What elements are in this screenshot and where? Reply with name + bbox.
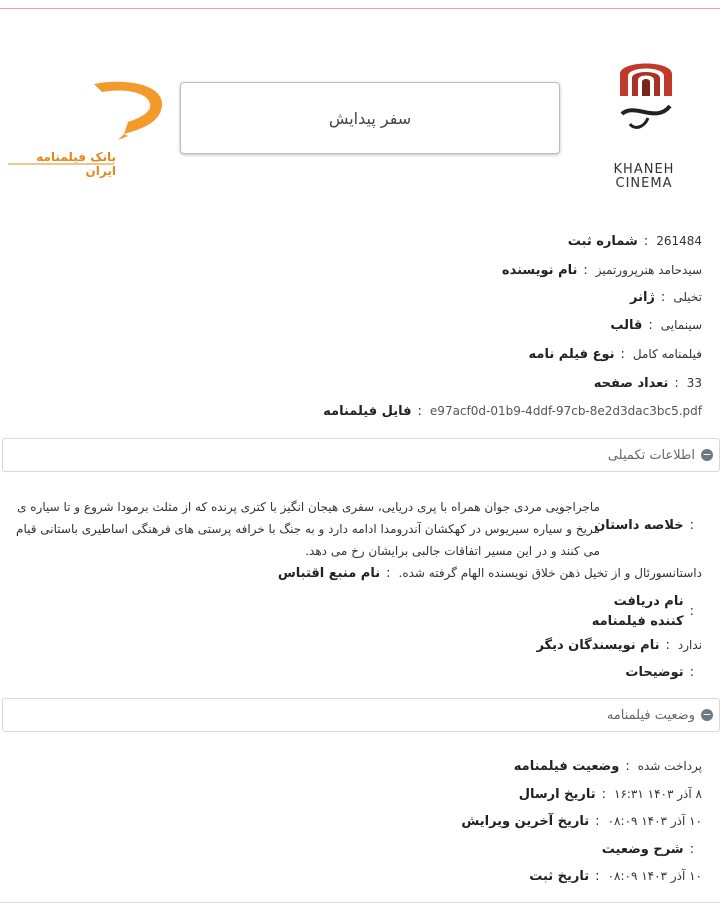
format-label: قالب (610, 318, 643, 333)
sent-value: ۸ آذر ۱۴۰۳ ۱۶:۳۱ (614, 787, 702, 801)
file-label: فایل فیلمنامه (323, 404, 412, 419)
screenplay-title: سفر پیدایش (180, 82, 560, 154)
author-label: نام نویسنده (501, 263, 578, 278)
registered-label: تاریخ ثبت (529, 869, 590, 884)
bottom-border (0, 902, 720, 903)
row-file: فایل فیلمنامه : e97acf0d-01b9-4ddf-97cb-8e2d3dac3bc5.pdf (323, 404, 702, 419)
row-format: قالب : سینمایی (556, 318, 702, 333)
row-pages: تعداد صفحه : 33 (582, 376, 702, 391)
desc-label: شرح وضعیت (601, 842, 684, 857)
row-registered: تاریخ ثبت : ۱۰ آذر ۱۴۰۳ ۰۸:۰۹ (477, 869, 702, 884)
type-label: نوع فیلم نامه (528, 347, 615, 362)
row-sent: تاریخ ارسال : ۸ آذر ۱۴۰۳ ۱۶:۳۱ (484, 787, 702, 802)
row-state: وضعیت فیلمنامه : پرداخت شده (507, 759, 702, 774)
edited-value: ۱۰ آذر ۱۴۰۳ ۰۸:۰۹ (607, 814, 702, 828)
row-edited: تاریخ آخرین ویرایش : ۱۰ آذر ۱۴۰۳ ۰۸:۰۹ (461, 814, 702, 829)
row-notes: توضیحات : (592, 665, 702, 680)
khaneh-cinema-logo (604, 54, 688, 138)
notes-label: توضیحات (625, 665, 684, 680)
film-bank-logo-text: بانک فیلمنامه ایران (36, 150, 116, 178)
extra-info-title: اطلاعات تکمیلی (607, 447, 695, 463)
row-type: نوع فیلم نامه : فیلمنامه کامل (528, 347, 702, 362)
format-value: سینمایی (660, 318, 702, 332)
collapse-icon[interactable]: − (702, 448, 712, 461)
status-section-header[interactable] (2, 698, 720, 732)
genre-value: تخیلی (673, 290, 702, 304)
top-border (0, 8, 720, 9)
synopsis-label: خلاصه داستان (594, 518, 684, 533)
type-value: فیلمنامه کامل (632, 347, 702, 361)
row-receiver: نام دریافت کننده فیلمنامه : (592, 592, 702, 632)
row-genre: ژانر : تخیلی (569, 290, 702, 305)
state-label: وضعیت فیلمنامه (513, 759, 620, 774)
pages-label: تعداد صفحه (593, 376, 669, 391)
other-authors-label: نام نویسندگان دیگر (536, 638, 660, 653)
receiver-label: نام دریافت کننده فیلمنامه (591, 594, 684, 629)
row-synopsis: خلاصه داستان : (592, 518, 702, 533)
registered-value: ۱۰ آذر ۱۴۰۳ ۰۸:۰۹ (607, 869, 702, 883)
sent-label: تاریخ ارسال (518, 787, 596, 802)
source-label: نام منبع اقتباس (277, 566, 381, 581)
file-link[interactable]: e97acf0d-01b9-4ddf-97cb-8e2d3dac3bc5.pdf (429, 404, 702, 418)
row-reg-no: شماره ثبت : 261484 (552, 234, 702, 249)
other-authors-value: ندارد (677, 638, 702, 652)
khaneh-cinema-logo-text: KHANEH CINEMA (613, 162, 675, 191)
row-desc: شرح وضعیت : (572, 842, 702, 857)
extra-info-section-header[interactable] (2, 438, 720, 472)
reg-no-label: شماره ثبت (567, 234, 638, 249)
source-value: داستانسورئال و از تخیل ذهن خلاق نویسنده الهام گرفته شده. (398, 566, 702, 580)
author-value: سیدحامد هنرپرورتمیز (595, 263, 702, 277)
row-author: نام نویسنده : سیدحامد هنرپرورتمیز (491, 263, 702, 278)
state-value: پرداخت شده (637, 759, 702, 773)
edited-label: تاریخ آخرین ویرایش (461, 814, 590, 829)
reg-no-value: 261484 (656, 234, 702, 248)
row-source: نام منبع اقتباس : داستانسورئال و از تخیل ذهن خلاق نویسنده الهام گرفته شده. (277, 566, 702, 581)
collapse-icon[interactable]: − (702, 708, 712, 721)
row-other-authors: نام نویسندگان دیگر : ندارد (536, 638, 702, 653)
pages-value: 33 (686, 376, 702, 390)
status-title: وضعیت فیلمنامه (606, 707, 695, 723)
svg-text:BANK: BANK (133, 98, 151, 114)
synopsis-text: ماجراجویی مردی جوان همراه با پری دریایی، سفری هیجان انگیز با کتری پرنده که از مثلث برمودا شروع و تا سیاره ی مریخ و سیاره سیریوس در کهکشان آندرومدا ادامه دارد و به جنگ با خرافه پرستی های فرهنگی اساطیری باستانی قیام می کنند و در این مسیر اتفاقات جالبی برایشان رخ می دهد. (16, 500, 600, 558)
genre-label: ژانر (630, 290, 655, 305)
